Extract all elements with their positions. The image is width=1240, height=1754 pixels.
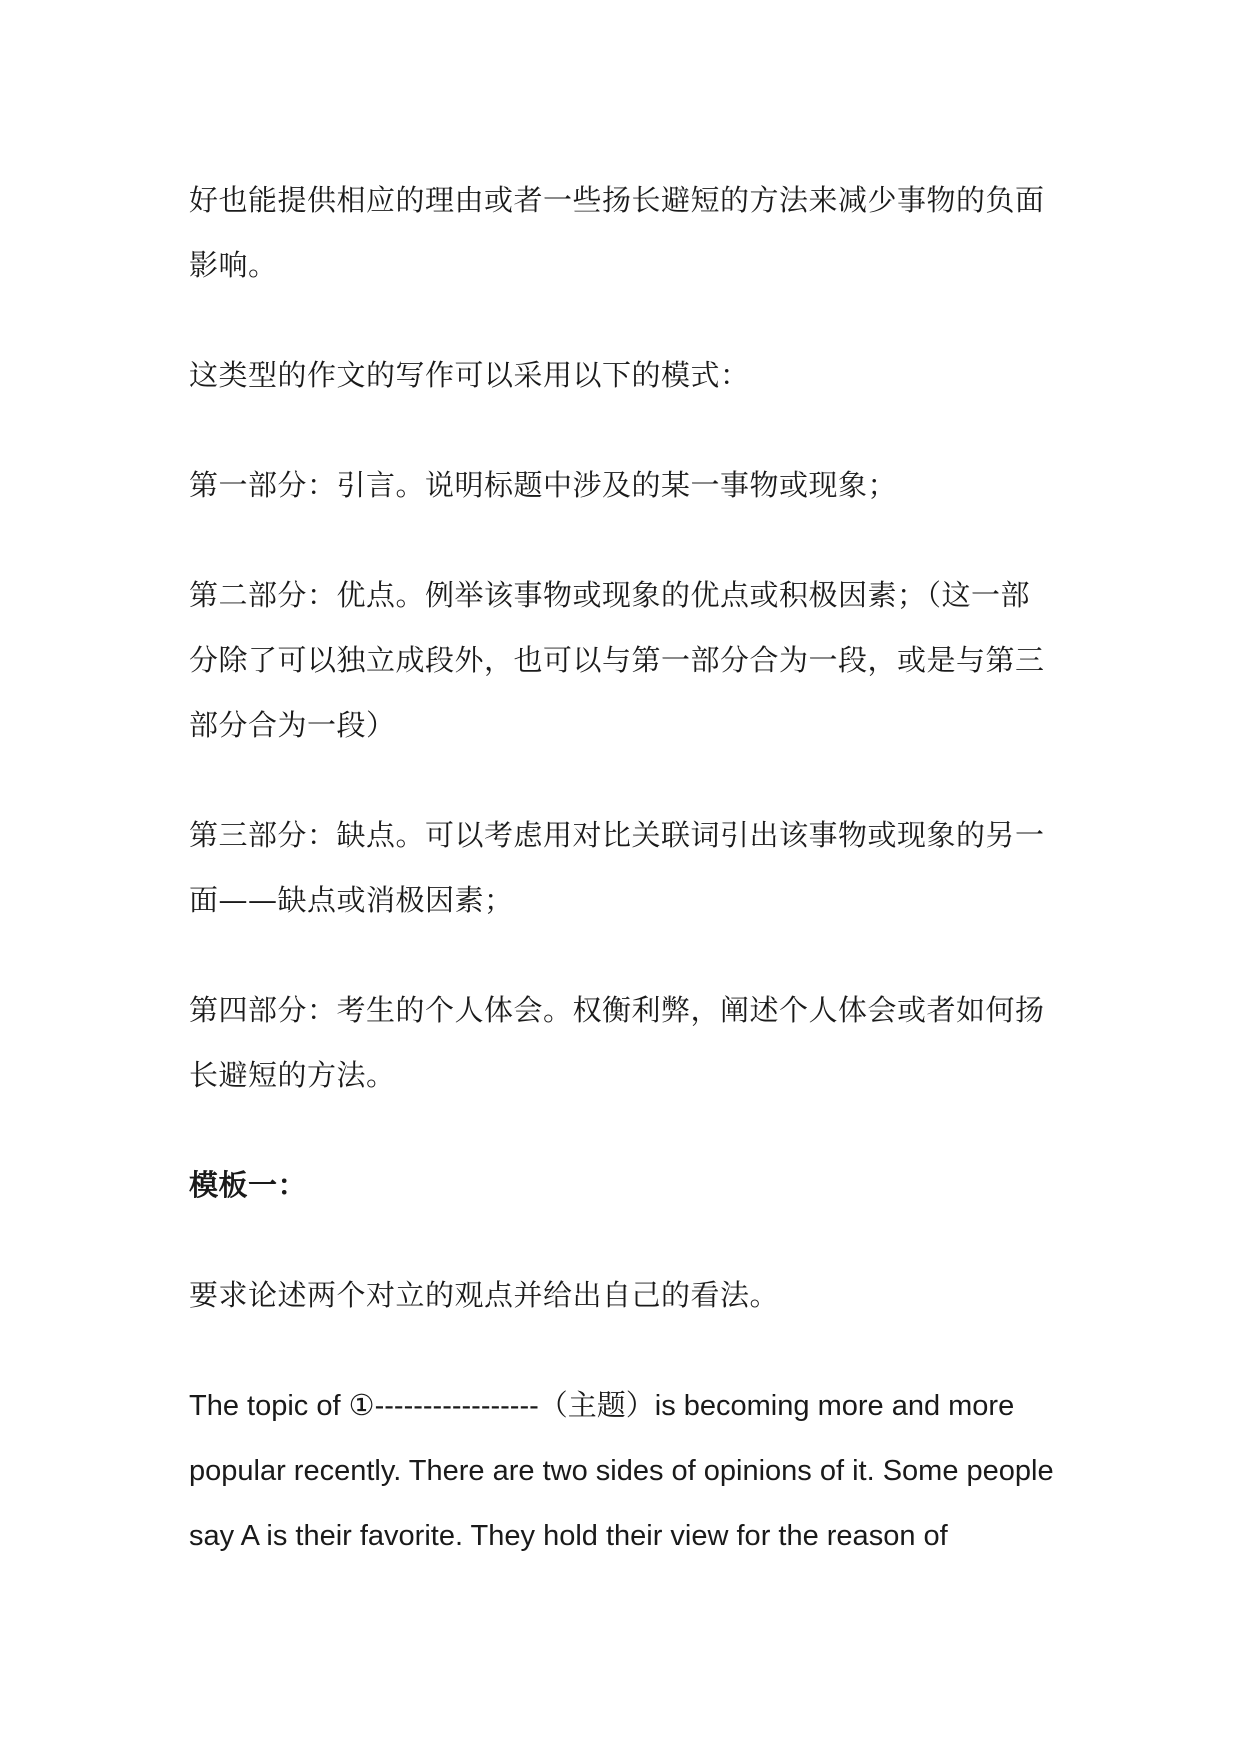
paragraph-pattern-intro: 这类型的作文的写作可以采用以下的模式： bbox=[189, 358, 750, 392]
english-template-paragraph bbox=[189, 1373, 1062, 1569]
paragraph-part-one: 第一部分：引言。说明标题中涉及的某一事物或现象； bbox=[189, 468, 898, 502]
paragraph-part-four: 第四部分：考生的个人体会。权衡利弊，阐述个人体会或者如何扬长避短的方法。 bbox=[189, 993, 1045, 1092]
template-heading: 模板一： bbox=[189, 1168, 308, 1202]
paragraph-part-two: 第二部分：优点。例举该事物或现象的优点或积极因素；（这一部分除了可以独立成段外，也可以与第一部分合为一段，或是与第三部分合为一段） bbox=[189, 578, 1045, 742]
template-requirement: 要求论述两个对立的观点并给出自己的看法。 bbox=[189, 1278, 780, 1312]
paragraph-intro-continuation: 好也能提供相应的理由或者一些扬长避短的方法来减少事物的负面影响。 bbox=[189, 183, 1045, 282]
document-body bbox=[189, 168, 1062, 1614]
circled-number-one: ① bbox=[348, 1388, 375, 1422]
paragraph-part-three: 第三部分：缺点。可以考虑用对比关联词引出该事物或现象的另一面——缺点或消极因素； bbox=[189, 818, 1045, 917]
english-template-body: -----------------（主题）is becoming more and more popular recently. There are two sides of opinions of it. Some people say A is their favorite. They hold their view for the reason of bbox=[189, 1390, 1062, 1552]
english-template-prefix: The topic of bbox=[189, 1390, 349, 1422]
